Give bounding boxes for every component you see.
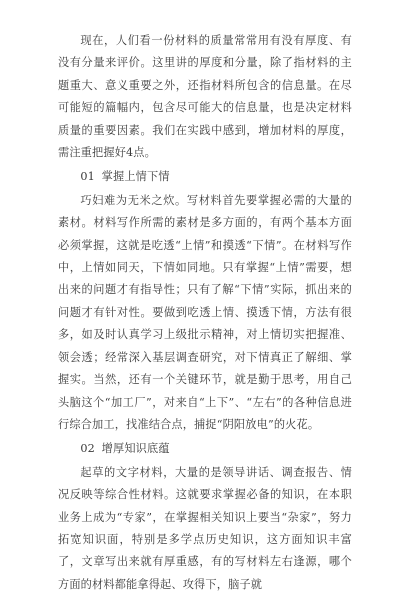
section-number-2: 02 (80, 442, 95, 456)
section-body-1: 巧妇难为无米之炊。写材料首先要掌握必需的大量的素材。材料写作所需的素材是多方面的，有两个基本方面必须掌握，这就是吃透“上情”和摸透“下情”。在材料写作中，上情如同天，下情如同地。只有掌握“上情”需要，想出来的问题才有指导性；只有了解“下情”实际，抓出来的问题才有针对性。要做到吃透上情、摸透下情，方法有很多，如及时认真学习上级批示精神，对上情切实把握准、领会透；经常深入基层调查研究，对下情真正了解细、掌握实。当然，还有一个关键环节，就是勤于思考，用自己头脑这个“加工厂”，对来自“上下”、“左右”的各种信息进行综合加工，找准结合点，捕捉“阴阳放电”的火花。 (58, 193, 352, 431)
section-heading-1 (58, 166, 352, 188)
section-number-1: 01 (80, 170, 95, 184)
section-heading-2 (58, 438, 352, 460)
section-title-1: 掌握上情下情 (101, 170, 170, 184)
section-body-2: 起草的文字材料，大量的是领导讲话、调查报告、情况反映等综合性材料。这就要求掌握必备的知识，在本职业务上成为“专家”，在掌握相关知识上要当“杂家”，努力拓宽知识面，特别是多学点历史知识，这方面知识丰富了，文章写出来就有厚重感，有的写材料左右逢源，哪个方面的材料都能拿得起、攻得下，脑子就 (58, 465, 352, 591)
section-title-2: 增厚知识底蕴 (101, 442, 170, 456)
intro-paragraph: 现在，人们看一份材料的质量常常用有没有厚度、有没有分量来评价。这里讲的厚度和分量，除了指材料的主题重大、意义重要之外，还指材料所包含的信息量。在尽可能短的篇幅内，包含尽可能大的信息量，也是决定材料质量的重要因素。我们在实践中感到，增加材料的厚度，需注重把握好4点。 (58, 34, 352, 160)
